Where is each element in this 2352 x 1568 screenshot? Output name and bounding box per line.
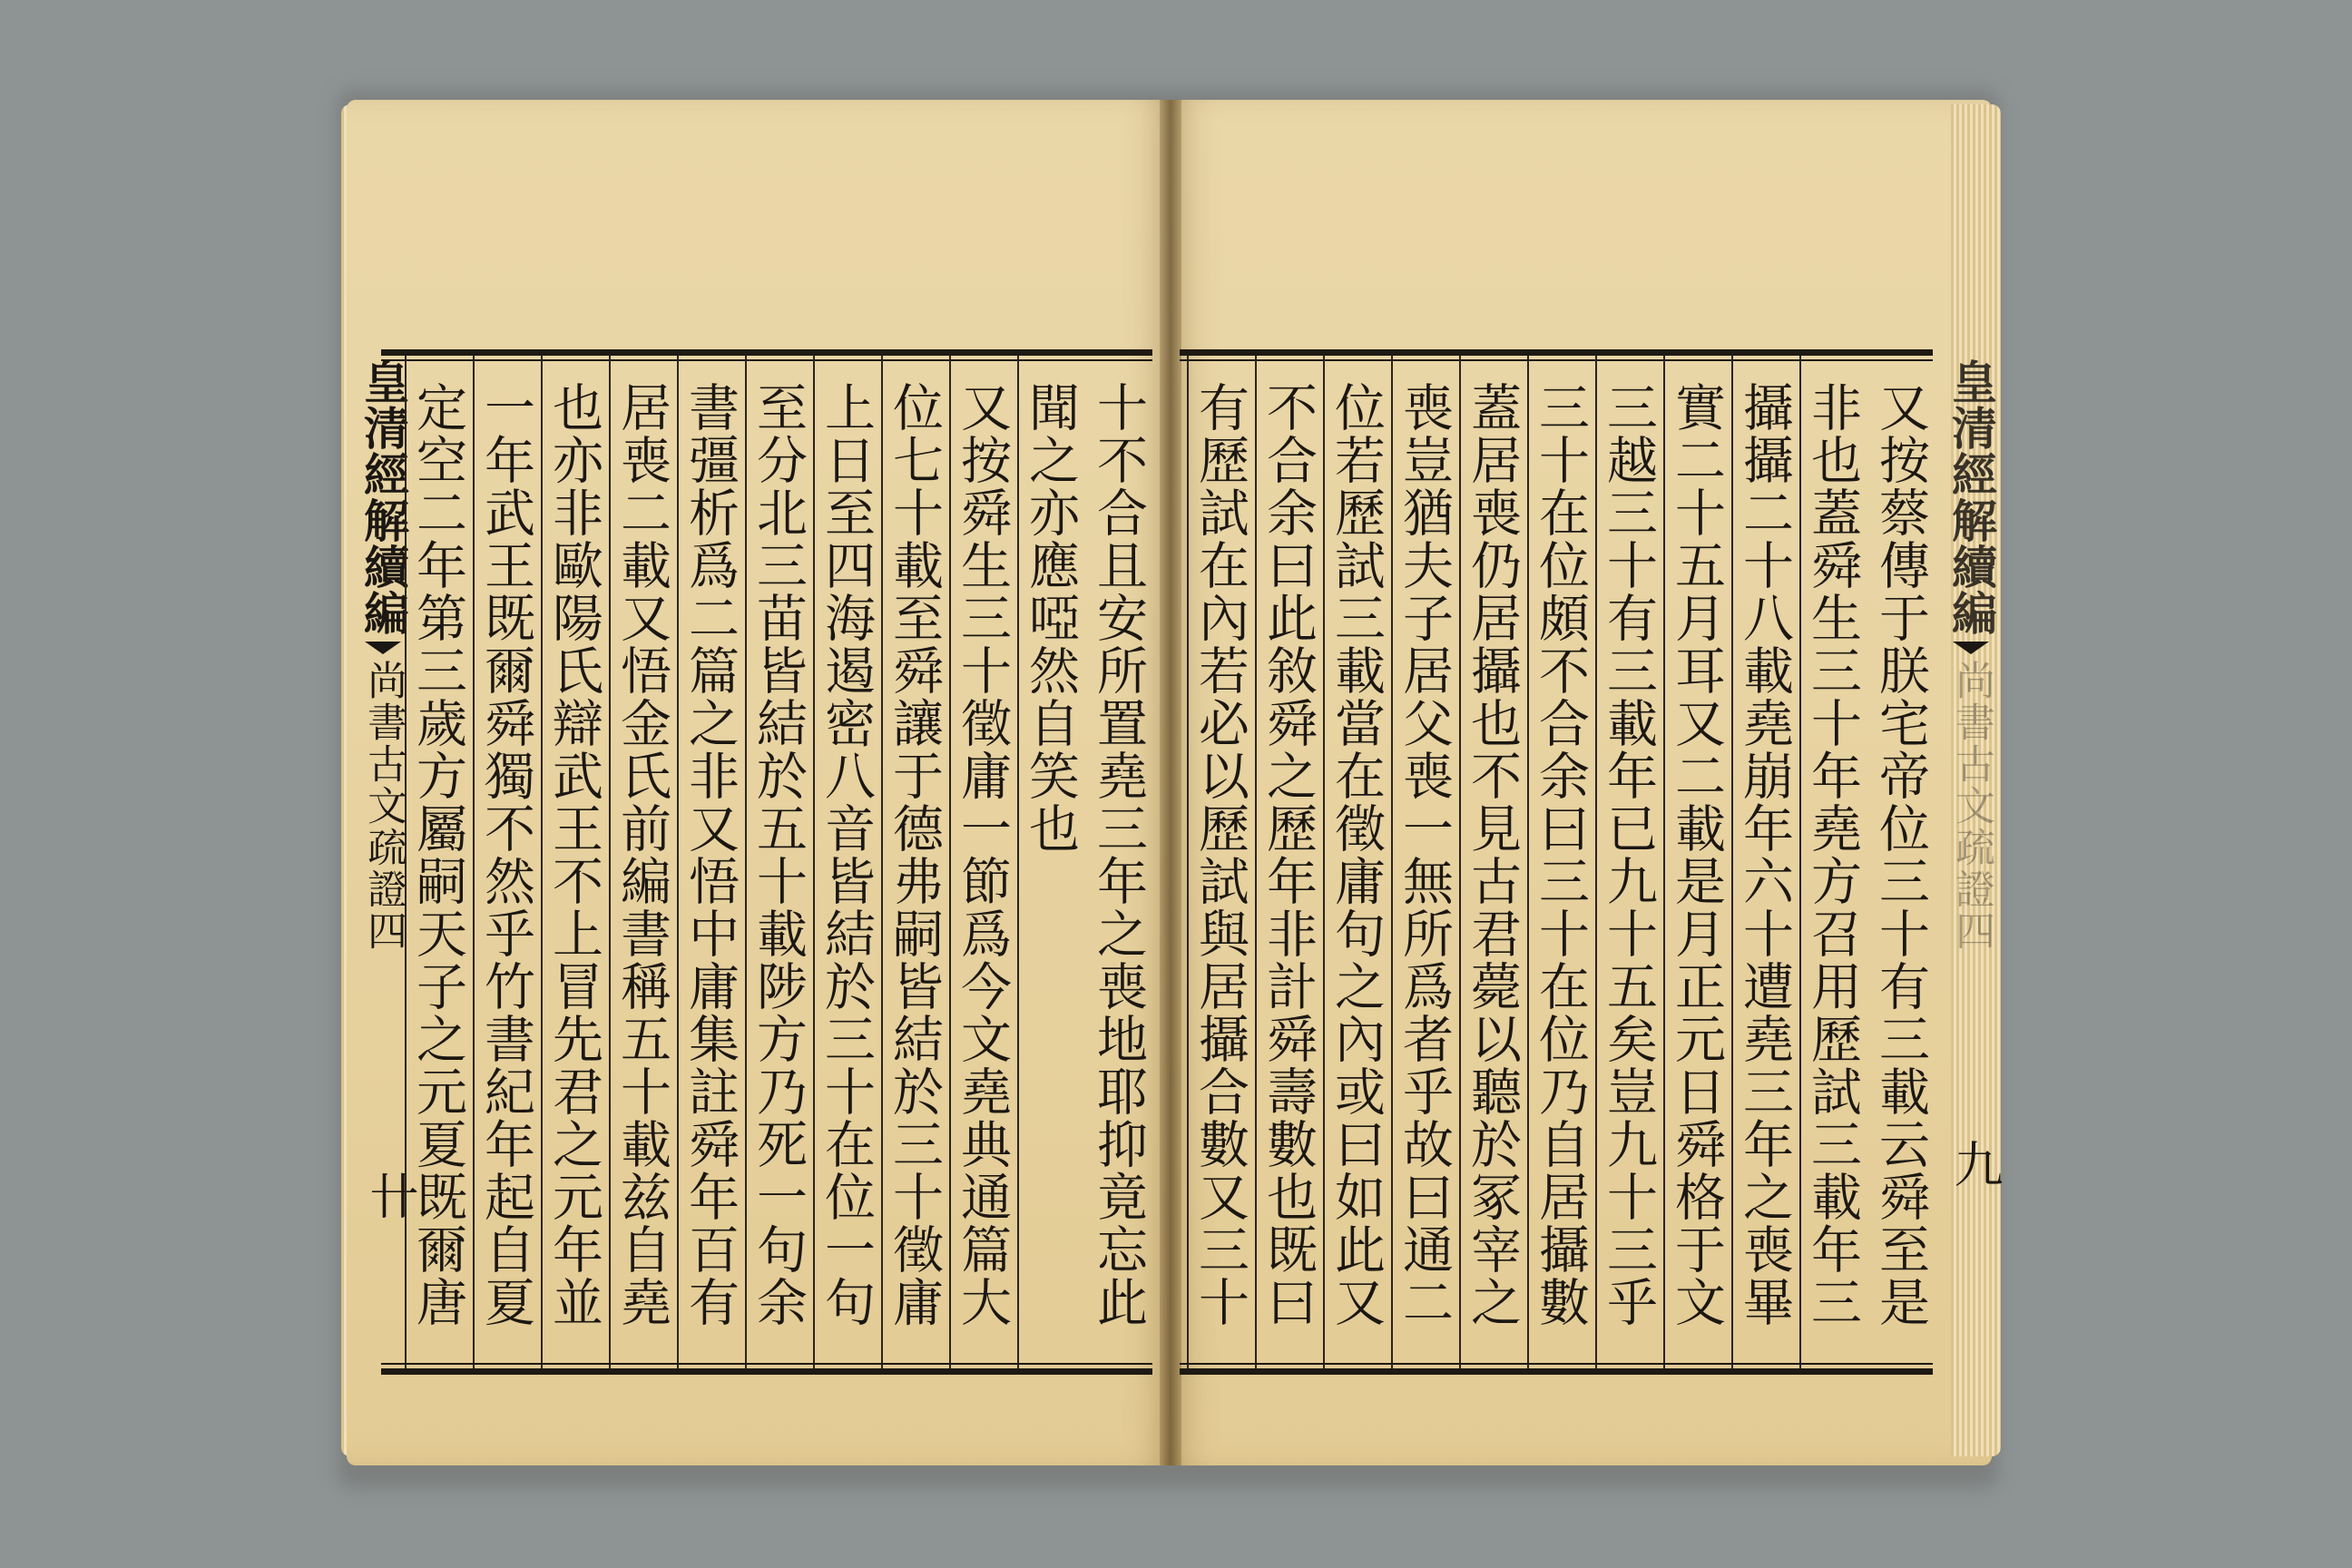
left-column-2: 聞之亦應啞然自笑也 — [1017, 356, 1083, 1368]
left-column-10: 一年武王既爾舜獨不然乎竹書紀年起自夏 — [473, 356, 538, 1368]
left-column-7: 書彊析爲二篇之非又悟中庸集註舜年百有 — [677, 356, 742, 1368]
right-text-block — [1180, 349, 1933, 1375]
right-column-4: 實二十五月耳又二載是月正元日舜格于文 — [1663, 356, 1729, 1368]
right-margin-title: 皇清經解續編 — [1945, 358, 1998, 636]
left-column-6: 至分北三苗皆結於五十載陟方乃死一句余 — [745, 356, 810, 1368]
right-column-8: 喪豈猶夫子居父喪一無所爲者乎故曰通二 — [1391, 356, 1456, 1368]
right-column-9: 位若歷試三載當在徵庸句之內或曰如此又 — [1323, 356, 1388, 1368]
left-column-8: 居喪二載又悟金氏前編書稱五十載兹自堯 — [609, 356, 674, 1368]
left-column-5: 上日至四海遏密八音皆結於三十在位一句 — [813, 356, 878, 1368]
right-column-10: 不合余曰此敘舜之歷年非計舜壽數也既曰 — [1255, 356, 1320, 1368]
fish-tail-icon — [1953, 642, 1989, 654]
book-gutter — [1160, 100, 1181, 1465]
right-column-1: 又按蔡傳于朕宅帝位三十有三載云舜至是 — [1871, 381, 1930, 1328]
left-folio-number: 卄 — [362, 1171, 419, 1220]
left-margin-title: 皇清經解續編 — [357, 358, 410, 636]
left-margin-subtitle: 尚書古文疏證四 — [360, 660, 407, 952]
right-page-margin — [1937, 358, 2001, 1366]
right-column-3: 攝攝二十八載堯崩年六十遭堯三年之喪畢 — [1731, 356, 1797, 1368]
left-column-11: 定空二年第三歲方屬嗣天子之元夏既爾唐 — [405, 356, 470, 1368]
left-text-block — [381, 349, 1152, 1375]
left-column-9: 也亦非歐陽氏辯武王不上冒先君之元年並 — [541, 356, 606, 1368]
right-column-11: 有歷試在內若必以歷試與居攝合數又三十 — [1187, 356, 1252, 1368]
right-column-7: 蓋居喪仍居攝也不見古君薨以聽於冢宰之 — [1459, 356, 1524, 1368]
right-column-5: 三越三十有三載年已九十五矣豈九十三乎 — [1595, 356, 1661, 1368]
left-column-3: 又按舜生三十徵庸一節爲今文堯典通篇大 — [949, 356, 1014, 1368]
right-margin-subtitle: 尚書古文疏證四 — [1948, 660, 1994, 952]
left-column-4: 位七十載至舜讓于德弗嗣皆結於三十徵庸 — [881, 356, 946, 1368]
right-column-2: 非也蓋舜生三十年堯方召用歷試三載年三 — [1799, 356, 1865, 1368]
left-column-1: 十不合且安所置堯三年之喪地耶抑竟忘此 — [1089, 381, 1148, 1328]
right-folio-number: 九 — [1946, 1139, 2004, 1188]
right-column-6: 三十在位頗不合余曰三十在位乃自居攝數 — [1527, 356, 1592, 1368]
